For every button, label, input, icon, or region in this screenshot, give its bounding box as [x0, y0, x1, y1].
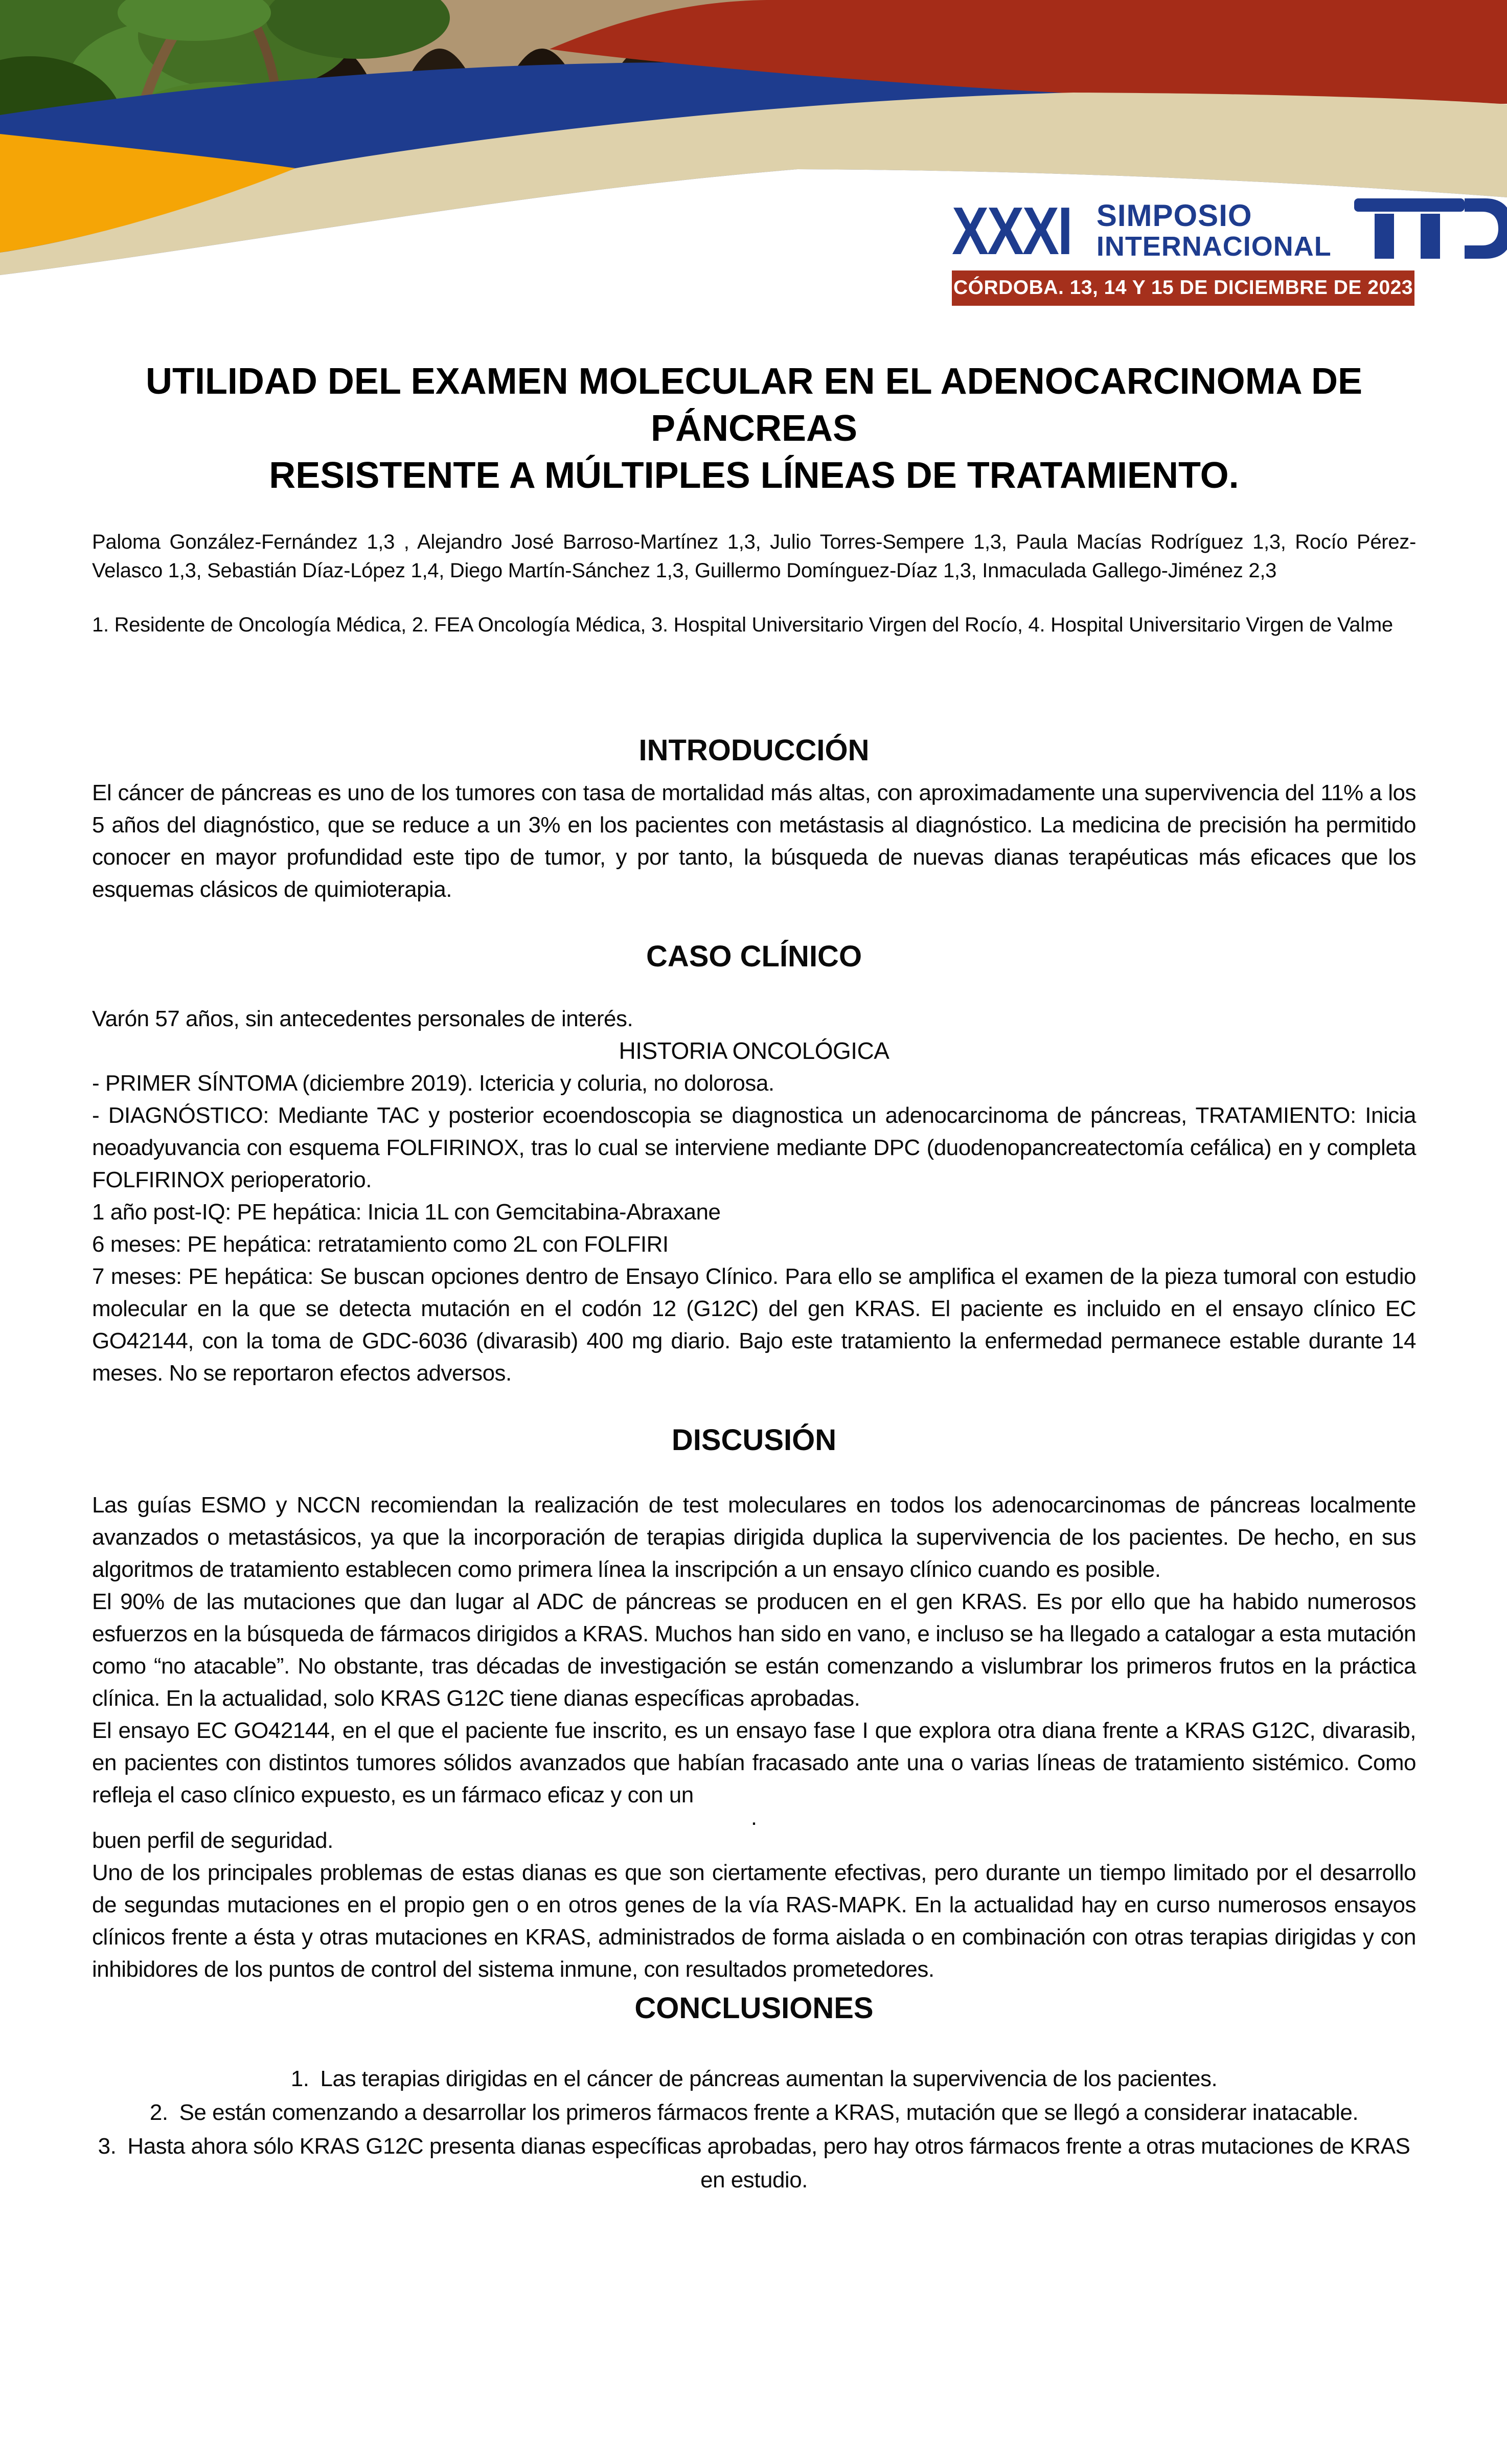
discusion-paragraph-1: Las guías ESMO y NCCN recomiendan la realización de test moleculares en todos los adenocarcinomas de páncreas localmente avanzados o metastásicos, ya que la incorporación de terapias dirigida duplica la supervivencia de los pacientes. De hecho, en sus algoritmos de tratamiento establecen como primera línea la inscripción a un ensayo clínico cuando es posible. [92, 1493, 1416, 1582]
stray-period: . [750, 1805, 758, 1830]
heading-caso-clinico: CASO CLÍNICO [646, 940, 862, 973]
affiliations: 1. Residente de Oncología Médica, 2. FEA Oncología Médica, 3. Hospital Universitario Virgen del Rocío, 4. Hospital Universitario Virgen de Valme [92, 614, 1393, 636]
conclusion-1-text: Las terapias dirigidas en el cáncer de páncreas aumentan la supervivencia de los pacientes. [320, 2066, 1218, 2091]
conclusion-item-2 [92, 2096, 1416, 2130]
conclusions-list [92, 2062, 1416, 2197]
conclusion-2-number: 2. [149, 2100, 168, 2125]
caso-ensayo-paragraph: 7 meses: PE hepática: Se buscan opciones dentro de Ensayo Clínico. Para ello se amplifica el examen de la pieza tumoral con estudio molecular en la que se detecta mutación en el codón 12 (G12C) del gen KRAS. El paciente es incluido en el ensayo clínico EC GO42144, con la toma de GDC-6036 (divarasib) 400 mg diario. Bajo este tratamiento la enfermedad permanece estable durante 14 meses. No se reportaron efectos adversos. [92, 1264, 1416, 1386]
introduccion-paragraph: El cáncer de páncreas es uno de los tumores con tasa de mortalidad más altas, con aproximadamente una supervivencia del 11% a los 5 años del diagnóstico, que se reduce a un 3% en los pacientes con metástasis al diagnóstico. La medicina de precisión ha permitido conocer en mayor profundidad este tipo de tumor, y por tanto, la búsqueda de nuevas dianas terapéuticas más eficaces que los esquemas clásicos de quimioterapia. [92, 780, 1416, 902]
discusion-paragraph-3-end: buen perfil de seguridad. [92, 1828, 333, 1853]
poster-title [92, 358, 1416, 499]
date-banner: CÓRDOBA. 13, 14 Y 15 DE DICIEMBRE DE 2023 [952, 270, 1414, 306]
conclusion-1-number: 1. [290, 2066, 309, 2091]
logo-internacional-label: INTERNACIONAL [1096, 231, 1332, 262]
discusion-paragraph-3: El ensayo EC GO42144, en el que el paciente fue inscrito, es un ensayo fase I que explora otra diana frente a KRAS G12C, divarasib, en pacientes con distintos tumores sólidos avanzados que habían fracasado ante una o varias líneas de tratamiento sistémico. Como refleja el caso clínico expuesto, es un fármaco eficaz y con un [92, 1718, 1416, 1807]
conclusion-3-text: Hasta ahora sólo KRAS G12C presenta dianas específicas aprobadas, pero hay otros fármacos frente a otras mutaciones de KRAS en estudio. [127, 2134, 1410, 2192]
discusion-paragraph-2: El 90% de las mutaciones que dan lugar al ADC de páncreas se producen en el gen KRAS. Es por ello que ha habido numerosos esfuerzos en la búsqueda de fármacos dirigidos a KRAS. Muchos han sido en vano, e incluso se ha llegado a catalogar a esta mutación como “no atacable”. No obstante, tras décadas de investigación se están comenzando a vislumbrar los primeros frutos en la práctica clínica. En la actualidad, solo KRAS G12C tiene dianas específicas aprobadas. [92, 1589, 1416, 1711]
conclusion-3-number: 3. [98, 2134, 117, 2159]
poster-title-line1: UTILIDAD DEL EXAMEN MOLECULAR EN EL ADENOCARCINOMA DE PÁNCREAS [145, 361, 1363, 449]
discusion-paragraph-4: Uno de los principales problemas de estas dianas es que son ciertamente efectivas, pero durante un tiempo limitado por el desarrollo de segundas mutaciones en el propio gen o en otros genes de la vía RAS-MAPK. En la actualidad hay en curso numerosos ensayos clínicos frente a ésta y otras mutaciones en KRAS, administrados de forma aislada o en combinación con otras terapias dirigidas y con inhibidores de los puntos de control del sistema inmune, con resultados prometedores. [92, 1860, 1416, 1982]
caso-primer-sintoma: - PRIMER SÍNTOMA (diciembre 2019). Ictericia y coluria, no dolorosa. [92, 1071, 774, 1096]
heading-introduccion: INTRODUCCIÓN [638, 734, 870, 767]
conclusion-2-text: Se están comenzando a desarrollar los primeros fármacos frente a KRAS, mutación que se llegó a considerar inatacable. [179, 2100, 1359, 2125]
authors-list: Paloma González-Fernández 1,3 , Alejandro José Barroso-Martínez 1,3, Julio Torres-Sempere 1,3, Paula Macías Rodríguez 1,3, Rocío Pérez-Velasco 1,3, Sebastián Díaz-López 1,4, Diego Martín-Sánchez 1,3, Guillermo Domínguez-Díaz 1,3, Inmaculada Gallego-Jiménez 2,3 [92, 531, 1416, 582]
heading-conclusiones: CONCLUSIONES [634, 1992, 874, 2025]
logo-simposio-label: SIMPOSIO [1096, 198, 1252, 233]
conclusion-item-1 [92, 2062, 1416, 2096]
caso-diagnostico-paragraph: - DIAGNÓSTICO: Mediante TAC y posterior ecoendoscopia se diagnostica un adenocarcinoma de páncreas, TRATAMIENTO: Inicia neoadyuvancia con esquema FOLFIRINOX, tras lo cual se interviene mediante DPC (duodenopancreatectomía cefálica) en y completa FOLFIRINOX perioperatorio. [92, 1103, 1416, 1192]
heading-discusion: DISCUSIÓN [671, 1423, 837, 1457]
caso-intro-line: Varón 57 años, sin antecedentes personales de interés. [92, 1006, 633, 1031]
logo-roman-numeral: XXXI [952, 193, 1071, 268]
caso-linea-2l: 6 meses: PE hepática: retratamiento como 2L con FOLFIRI [92, 1232, 669, 1257]
poster-title-line2: RESISTENTE A MÚLTIPLES LÍNEAS DE TRATAMIENTO. [269, 455, 1239, 496]
subheading-historia-oncologica: HISTORIA ONCOLÓGICA [619, 1037, 889, 1064]
caso-linea-1l: 1 año post-IQ: PE hepática: Inicia 1L con Gemcitabina-Abraxane [92, 1200, 721, 1225]
conclusion-item-3 [92, 2130, 1416, 2197]
